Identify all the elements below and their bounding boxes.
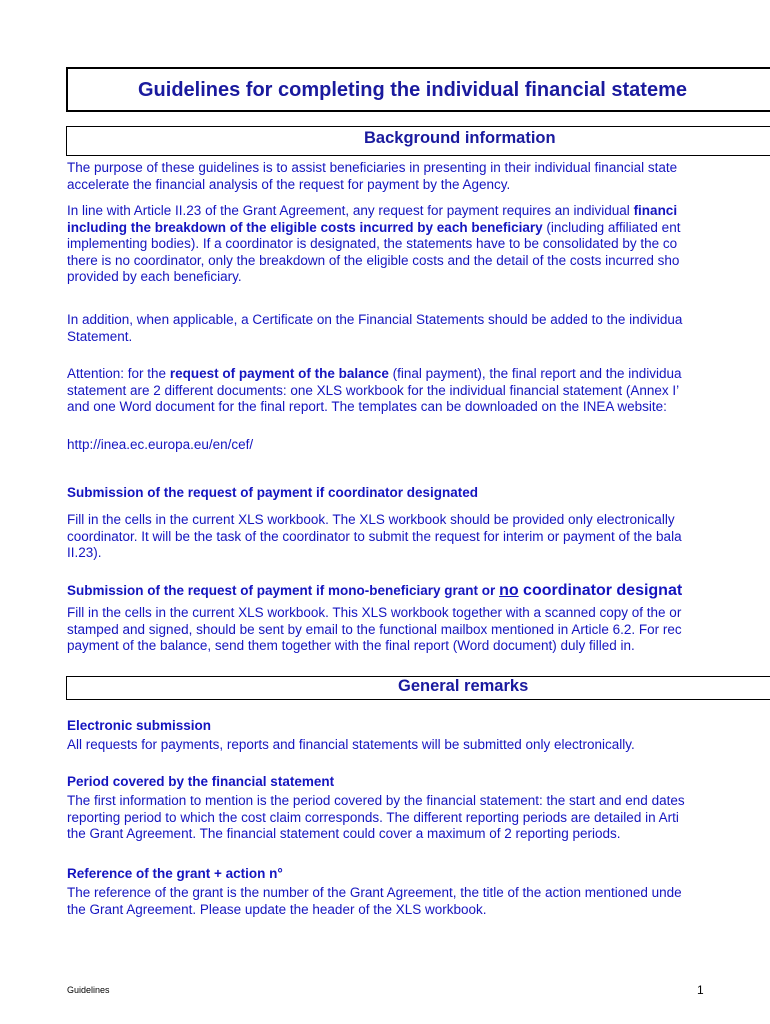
text-line: All requests for payments, reports and financial statements will be submitted only electronically. [67,737,635,752]
text-line: Fill in the cells in the current XLS workbook. This XLS workbook together with a scanned copy of the or [67,605,682,620]
underlined-text-run: no [499,582,519,599]
text-run: Submission of the request of payment if mono-beneficiary grant or [67,583,500,598]
subheading-grant-reference: Reference of the grant + action n° [67,866,283,881]
bold-text-run: financi [633,203,678,218]
paragraph-coordinator-designated [67,512,682,562]
page-title: Guidelines for completing the individual financial stateme [138,79,687,101]
text-line: payment of the balance, send them together with the final report (Word document) duly filled in. [67,638,635,653]
inea-website-link[interactable]: http://inea.ec.europa.eu/en/cef/ [67,437,254,452]
text-line: and one Word document for the final report. The templates can be downloaded on the INEA website: [67,399,667,414]
text-line: The reference of the grant is the number of the Grant Agreement, the title of the action mentioned unde [67,885,682,900]
text-line [67,366,682,383]
subheading-period-covered: Period covered by the financial statement [67,774,335,789]
bold-text-run: request of payment of the balance [169,366,389,381]
text-run: (final payment), the final report and the individua [388,366,682,381]
text-line: stamped and signed, should be sent by email to the functional mailbox mentioned in Article 6.2. For rec [67,621,682,637]
text-line: The first information to mention is the period covered by the financial statement: the start and end dates [67,793,685,808]
text-line: In addition, when applicable, a Certificate on the Financial Statements should be added to the individua [67,312,683,327]
paragraph-period-covered [67,793,685,843]
text-line: implementing bodies). If a coordinator is designated, the statements have to be consolidated by the co [67,236,678,251]
background-paragraph-1 [67,160,677,193]
background-heading: Background information [364,129,556,147]
background-paragraph-4 [67,366,682,416]
paragraph-electronic-submission [67,737,635,754]
text-line: statement are 2 different documents: one XLS workbook for the individual financial statement (Annex I’ [67,382,680,398]
text-line: The purpose of these guidelines is to assist beneficiaries in presenting in their individual financial state [67,160,678,175]
text-line: Statement. [67,328,133,344]
paragraph-mono-beneficiary [67,605,682,655]
text-run: In line with Article II.23 of the Grant Agreement, any request for payment requires an individual [67,203,634,218]
background-paragraph-3 [67,312,682,345]
text-line [67,220,680,237]
text-line: the Grant Agreement. Please update the header of the XLS workbook. [67,901,487,917]
text-line [67,203,680,220]
text-line: the Grant Agreement. The financial statement could cover a maximum of 2 reporting periods. [67,826,621,841]
text-line: Fill in the cells in the current XLS workbook. The XLS workbook should be provided only electronically [67,512,675,527]
text-run: (including affiliated ent [542,219,681,235]
footer-page-number: 1 [697,983,704,997]
paragraph-grant-reference [67,885,682,918]
text-line: coordinator. It will be the task of the coordinator to submit the request for interim or payment of the bala [67,528,682,544]
text-line: provided by each beneficiary. [67,269,242,284]
text-line: reporting period to which the cost claim corresponds. The different reporting periods are detailed in Arti [67,809,679,825]
subheading-coordinator-designated: Submission of the request of payment if coordinator designated [67,485,479,500]
text-line: II.23). [67,545,102,560]
subheading-mono-beneficiary [67,582,682,600]
subheading-electronic-submission: Electronic submission [67,718,212,733]
text-run: coordinator designat [518,582,683,599]
general-remarks-heading: General remarks [398,677,529,695]
text-run: Attention: for the [67,366,170,381]
background-paragraph-2 [67,203,680,286]
bold-text-run: including the breakdown of the eligible costs incurred by each beneficiary [67,219,543,235]
text-line: accelerate the financial analysis of the request for payment by the Agency. [67,176,511,192]
footer-sheet-name: Guidelines [67,985,110,995]
text-line: there is no coordinator, only the breakdown of the eligible costs and the detail of the costs incurred sho [67,252,680,268]
